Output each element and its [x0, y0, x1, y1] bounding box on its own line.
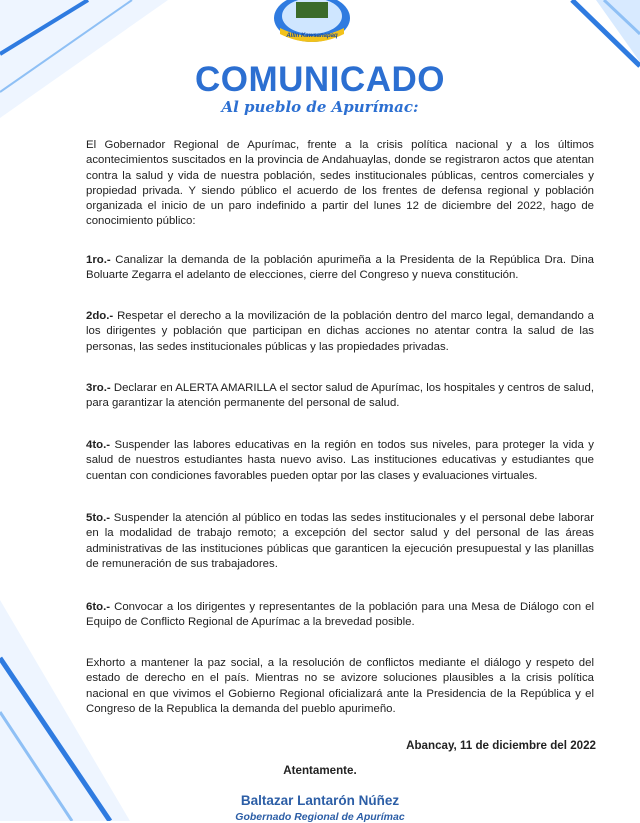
page-subtitle: Al pueblo de Apurímac: [221, 98, 419, 116]
item-number: 3ro.- [86, 382, 111, 394]
list-item [86, 381, 594, 412]
list-item [86, 309, 594, 355]
logo-figures [296, 2, 328, 18]
page-title: COMUNICADO [195, 60, 445, 99]
signature-role: Gobernado Regional de Apurímac [235, 811, 405, 823]
logo-text: Allin Kawsanapaq [286, 33, 338, 39]
item-number: 2do.- [86, 310, 114, 322]
sign-off: Atentamente. [283, 764, 357, 777]
intro-paragraph: El Gobernador Regional de Apurímac, frente a la crisis política nacional y a los últimos acontecimientos suscitados en la provincia de Andahuaylas, donde se registraron actos que atentan contra la salud y vida de nuestra población, sedes institucionales públicas, centros comerciales y propiedad privada. Y siendo público el acuerdo de los frentes de defensa regional y población organizada el inicio de un paro indefinido a partir del lunes 12 de diciembre del 2022, hago de conocimiento público: [86, 139, 594, 228]
item-text: Suspender las labores educativas en la región en todos sus niveles, para proteger la vida y salud de nuestros estudiantes hasta nuevo aviso. Las instituciones educativas y estudiantes que cuentan con condiciones favorables pueden optar por las clases y evaluaciones virtuales. [86, 439, 594, 482]
item-text: Canalizar la demanda de la población apurimeña a la Presidenta de la República Dra. Dina Boluarte Zegarra el adelanto de elecciones, cierre del Congreso y nueva constitución. [86, 254, 594, 282]
list-item [86, 511, 594, 572]
item-text: Suspender la atención al público en todas las sedes institucionales y el personal debe laborar en la modalidad de trabajo remoto; a excepción del sector salud y del personal de las áreas administrativas de las instituciones públicas que garanticen la ejecución presupuestal y las planillas de remuneración de sus trabajadores. [86, 512, 594, 570]
item-text: Respetar el derecho a la movilización de la población dentro del marco legal, demandando a los dirigentes y población que participan en dichas acciones no atentar contra la salud de las personas, las sedes institucionales públicas y las propiedades privadas. [86, 310, 594, 353]
item-number: 4to.- [86, 439, 111, 451]
item-text: Convocar a los dirigentes y representantes de la población para una Mesa de Diálogo con el Equipo de Conflicto Regional de Apurímac a la brevedad posible. [86, 601, 594, 629]
item-number: 5to.- [86, 512, 111, 524]
closing-paragraph: Exhorto a mantener la paz social, a la resolución de conflictos mediante el diálogo y respeto del estado de derecho en el país. Mientras no se avizore soluciones plausibles a la crisis política nacional en que vivimos el Gobierno Regional oficializará ante la Presidencia de la República y el Congreso de la Republica la demanda del pueblo apurimeño. [86, 657, 594, 715]
signature-name: Baltazar Lantarón Núñez [240, 793, 400, 808]
list-item [86, 438, 594, 484]
document-date: Abancay, 11 de diciembre del 2022 [406, 739, 596, 752]
list-item [86, 253, 594, 284]
item-text: Declarar en ALERTA AMARILLA el sector salud de Apurímac, los hospitales y centros de salud, para garantizar la atención permanente del personal de salud. [86, 382, 594, 410]
item-number: 1ro.- [86, 254, 111, 266]
list-item [86, 600, 594, 631]
logo-emblem [262, 0, 362, 46]
item-number: 6to.- [86, 601, 111, 613]
